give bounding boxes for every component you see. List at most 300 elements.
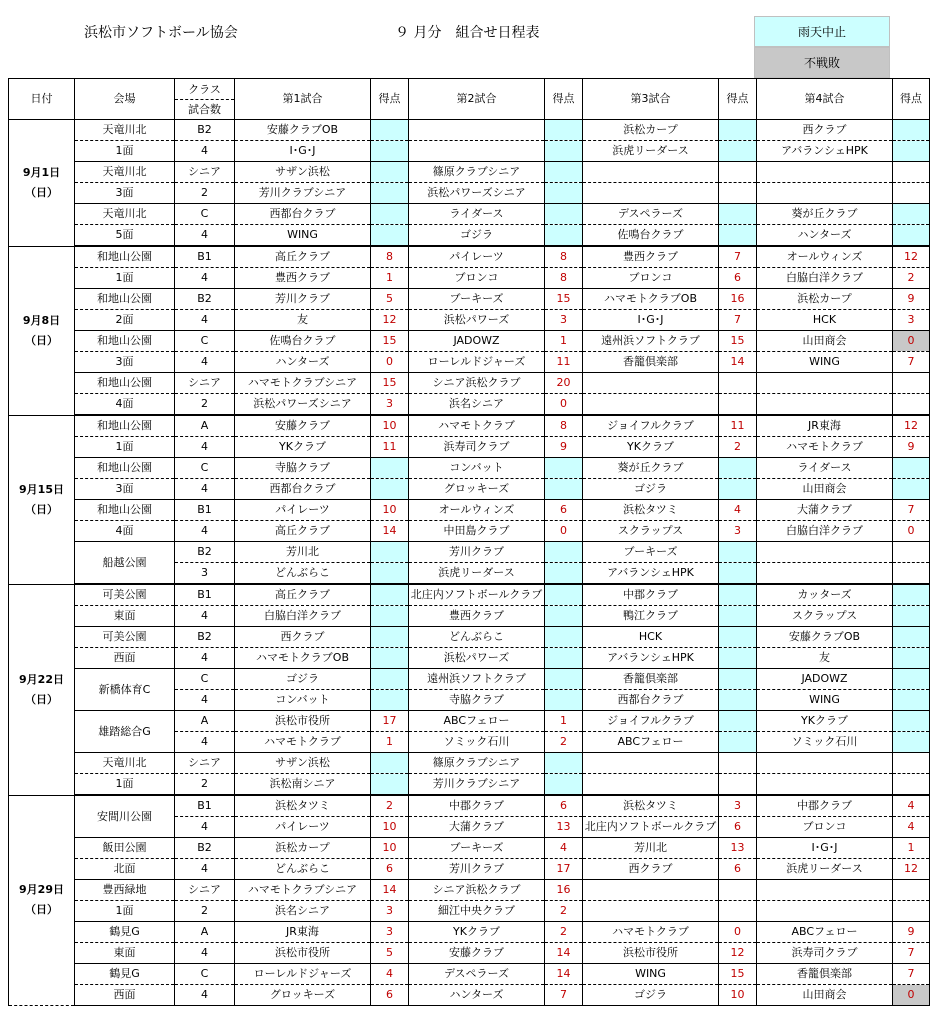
team-cell: WING — [757, 352, 893, 373]
team-cell: 寺脇クラブ — [409, 690, 545, 711]
game-count-cell: 4 — [175, 648, 235, 669]
team-cell: 高丘クラブ — [235, 521, 371, 542]
table-row — [9, 437, 930, 458]
table-row — [9, 795, 930, 817]
team-cell: ハンターズ — [235, 352, 371, 373]
score-cell: 5 — [371, 943, 409, 964]
game-count-cell: 4 — [175, 606, 235, 627]
score-cell: 6 — [371, 985, 409, 1006]
venue-cell: 雄踏総合G — [75, 711, 175, 753]
team-cell: 浜寿司クラブ — [757, 943, 893, 964]
score-cell: 0 — [545, 521, 583, 542]
team-cell: 浜虎リーダース — [757, 859, 893, 880]
venue-cell: 天竜川北 — [75, 120, 175, 141]
venue-cell: 天竜川北 — [75, 204, 175, 225]
team-cell: WING — [757, 690, 893, 711]
score-cell — [371, 542, 409, 563]
venue-cell: 可美公園 — [75, 627, 175, 648]
team-cell: JADOWZ — [757, 669, 893, 690]
table-row — [9, 943, 930, 964]
score-cell: 4 — [893, 795, 930, 817]
game-count-cell: 4 — [175, 437, 235, 458]
score-cell: 10 — [719, 985, 757, 1006]
team-cell: 浜松カープ — [757, 289, 893, 310]
team-cell — [757, 880, 893, 901]
team-cell: 細江中央クラブ — [409, 901, 545, 922]
score-cell — [545, 183, 583, 204]
team-cell — [757, 542, 893, 563]
team-cell: ライダース — [757, 458, 893, 479]
date-label: 9月1日 — [22, 165, 61, 179]
team-cell: 西都台クラブ — [583, 690, 719, 711]
class-cell: B1 — [175, 246, 235, 268]
team-cell: 浜名シニア — [409, 394, 545, 416]
team-cell: 佐鳴台クラブ — [235, 331, 371, 352]
venue-cell: 1面 — [75, 774, 175, 796]
team-cell: 芳川北 — [235, 542, 371, 563]
score-cell — [545, 648, 583, 669]
team-cell: 浜松カープ — [235, 838, 371, 859]
date-label: 9月22日 — [19, 672, 64, 686]
team-cell: 寺脇クラブ — [235, 458, 371, 479]
table-row — [9, 606, 930, 627]
score-cell: 7 — [719, 246, 757, 268]
game-count-cell: 4 — [175, 859, 235, 880]
team-cell: シニア浜松クラブ — [409, 373, 545, 394]
day-of-week: （日） — [25, 903, 58, 917]
score-cell: 14 — [545, 964, 583, 985]
score-cell: 13 — [545, 817, 583, 838]
team-cell: YKクラブ — [235, 437, 371, 458]
class-cell: C — [175, 964, 235, 985]
table-row — [9, 584, 930, 606]
score-cell — [371, 606, 409, 627]
score-cell — [893, 648, 930, 669]
team-cell: 豊西クラブ — [235, 268, 371, 289]
team-cell: 高丘クラブ — [235, 584, 371, 606]
team-cell: I･G･J — [583, 310, 719, 331]
score-cell — [545, 225, 583, 247]
game-count-cell: 4 — [175, 521, 235, 542]
team-cell: 浜松市役所 — [235, 711, 371, 732]
score-cell — [893, 373, 930, 394]
score-cell: 4 — [893, 817, 930, 838]
score-cell — [719, 120, 757, 141]
score-cell: 11 — [545, 352, 583, 373]
table-row — [9, 310, 930, 331]
class-cell: C — [175, 331, 235, 352]
class-cell: B2 — [175, 542, 235, 563]
score-cell — [545, 753, 583, 774]
score-cell: 0 — [371, 352, 409, 373]
score-cell — [545, 204, 583, 225]
score-cell — [719, 584, 757, 606]
score-cell: 1 — [545, 711, 583, 732]
team-cell — [757, 901, 893, 922]
game-count-cell: 4 — [175, 479, 235, 500]
venue-cell: 豊西緑地 — [75, 880, 175, 901]
date-cell — [9, 246, 75, 415]
class-cell: シニア — [175, 373, 235, 394]
score-cell: 10 — [371, 817, 409, 838]
score-cell — [545, 606, 583, 627]
score-cell — [893, 542, 930, 563]
team-cell — [583, 901, 719, 922]
score-cell — [719, 880, 757, 901]
score-cell: 1 — [545, 331, 583, 352]
venue-cell: 1面 — [75, 268, 175, 289]
score-cell: 2 — [893, 268, 930, 289]
score-cell: 9 — [893, 437, 930, 458]
venue-cell: 西面 — [75, 985, 175, 1006]
score-cell — [371, 479, 409, 500]
team-cell: 芳川クラブシニア — [235, 183, 371, 204]
class-cell: シニア — [175, 162, 235, 183]
score-cell: 4 — [545, 838, 583, 859]
team-cell — [583, 373, 719, 394]
table-row — [9, 521, 930, 542]
table-row — [9, 901, 930, 922]
team-cell: 浜松カープ — [583, 120, 719, 141]
score-cell — [719, 479, 757, 500]
team-cell: YKクラブ — [409, 922, 545, 943]
team-cell: ブロンコ — [409, 268, 545, 289]
venue-cell: 新橋体育C — [75, 669, 175, 711]
team-cell: 浜松南シニア — [235, 774, 371, 796]
score-cell: 0 — [893, 521, 930, 542]
score-cell — [545, 690, 583, 711]
date-cell — [9, 795, 75, 1006]
team-cell: ジョイフルクラブ — [583, 711, 719, 732]
team-cell: 豊西クラブ — [583, 246, 719, 268]
team-cell: 西クラブ — [583, 859, 719, 880]
score-cell: 1 — [371, 732, 409, 753]
table-row — [9, 880, 930, 901]
team-cell: ライダース — [409, 204, 545, 225]
class-cell: C — [175, 458, 235, 479]
team-cell: どんぶらこ — [235, 859, 371, 880]
team-cell: ブロンコ — [757, 817, 893, 838]
team-cell: 中郡クラブ — [409, 795, 545, 817]
page-title: ９ 月分 組合せ日程表 — [395, 25, 540, 41]
table-row — [9, 985, 930, 1006]
score-cell: 6 — [371, 859, 409, 880]
col-venue: 会場 — [75, 79, 175, 120]
score-cell — [893, 458, 930, 479]
venue-cell: 3面 — [75, 183, 175, 204]
table-row — [9, 479, 930, 500]
class-cell: C — [175, 669, 235, 690]
team-cell: ソミック石川 — [757, 732, 893, 753]
score-cell: 15 — [371, 373, 409, 394]
team-cell: ブーキーズ — [583, 542, 719, 563]
venue-cell: 東面 — [75, 606, 175, 627]
score-cell — [545, 479, 583, 500]
score-cell — [893, 732, 930, 753]
team-cell: 遠州浜ソフトクラブ — [583, 331, 719, 352]
score-cell: 8 — [545, 268, 583, 289]
team-cell: 安藤クラブOB — [757, 627, 893, 648]
team-cell: どんぶらこ — [409, 627, 545, 648]
team-cell: 山田商会 — [757, 479, 893, 500]
team-cell: 浜松市役所 — [235, 943, 371, 964]
score-cell — [545, 141, 583, 162]
score-cell: 4 — [719, 500, 757, 521]
table-row — [9, 859, 930, 880]
team-cell: オールウィンズ — [409, 500, 545, 521]
score-cell — [893, 901, 930, 922]
team-cell — [583, 880, 719, 901]
score-cell — [545, 542, 583, 563]
date-label: 9月15日 — [19, 482, 64, 496]
score-cell — [371, 162, 409, 183]
score-cell: 4 — [371, 964, 409, 985]
score-cell: 17 — [371, 711, 409, 732]
score-cell — [371, 690, 409, 711]
score-cell: 7 — [545, 985, 583, 1006]
score-cell: 10 — [371, 838, 409, 859]
score-cell: 6 — [545, 500, 583, 521]
score-cell: 6 — [719, 268, 757, 289]
table-row — [9, 141, 930, 162]
day-of-week: （日） — [25, 185, 58, 199]
team-cell: 香籠倶楽部 — [583, 352, 719, 373]
team-cell — [583, 162, 719, 183]
team-cell: ハマモトクラブ — [235, 732, 371, 753]
venue-cell: 和地山公園 — [75, 289, 175, 310]
team-cell: 中田島クラブ — [409, 521, 545, 542]
score-cell — [719, 183, 757, 204]
score-cell — [893, 120, 930, 141]
team-cell: ゴジラ — [235, 669, 371, 690]
class-cell: A — [175, 711, 235, 732]
team-cell: 芳川クラブ — [235, 289, 371, 310]
table-row — [9, 352, 930, 373]
team-cell: 葵が丘クラブ — [583, 458, 719, 479]
col-class — [175, 79, 235, 120]
team-cell: 浜松タツミ — [583, 500, 719, 521]
team-cell: アバランシェHPK — [757, 141, 893, 162]
team-cell: サザン浜松 — [235, 753, 371, 774]
score-cell — [719, 204, 757, 225]
team-cell: I･G･J — [757, 838, 893, 859]
team-cell — [583, 394, 719, 416]
score-cell: 15 — [545, 289, 583, 310]
venue-cell: 1面 — [75, 141, 175, 162]
team-cell: ABCフェロー — [409, 711, 545, 732]
venue-cell: 和地山公園 — [75, 458, 175, 479]
score-cell: 3 — [719, 521, 757, 542]
team-cell: グロッキーズ — [409, 479, 545, 500]
score-cell: 6 — [719, 859, 757, 880]
class-cell: B2 — [175, 120, 235, 141]
team-cell: 篠原クラブシニア — [409, 162, 545, 183]
team-cell: ハマモトクラブOB — [235, 648, 371, 669]
score-cell: 14 — [371, 521, 409, 542]
team-cell: ゴジラ — [583, 479, 719, 500]
score-cell — [719, 162, 757, 183]
team-cell: 西クラブ — [757, 120, 893, 141]
score-cell: 14 — [719, 352, 757, 373]
score-cell: 15 — [371, 331, 409, 352]
score-cell — [545, 627, 583, 648]
team-cell: 佐鳴台クラブ — [583, 225, 719, 247]
team-cell: パイレーツ — [235, 817, 371, 838]
team-cell: どんぶらこ — [235, 563, 371, 585]
team-cell: ABCフェロー — [757, 922, 893, 943]
team-cell: JR東海 — [235, 922, 371, 943]
legend-rain: 雨天中止 — [754, 16, 890, 47]
game-count-cell: 2 — [175, 901, 235, 922]
score-cell: 11 — [719, 415, 757, 437]
team-cell: スクラップス — [583, 521, 719, 542]
team-cell: ABCフェロー — [583, 732, 719, 753]
team-cell: WING — [583, 964, 719, 985]
score-cell: 12 — [893, 415, 930, 437]
score-cell — [893, 669, 930, 690]
team-cell: 香籠倶楽部 — [583, 669, 719, 690]
team-cell — [409, 120, 545, 141]
score-cell — [371, 141, 409, 162]
col-score2: 得点 — [545, 79, 583, 120]
venue-cell: 鶴見G — [75, 964, 175, 985]
game-count-cell: 4 — [175, 352, 235, 373]
team-cell: カッターズ — [757, 584, 893, 606]
team-cell — [757, 394, 893, 416]
col-game3: 第3試合 — [583, 79, 719, 120]
team-cell: 葵が丘クラブ — [757, 204, 893, 225]
score-cell: 1 — [893, 838, 930, 859]
table-row — [9, 246, 930, 268]
score-cell — [893, 162, 930, 183]
score-cell: 16 — [545, 880, 583, 901]
score-cell: 8 — [371, 246, 409, 268]
score-cell — [719, 606, 757, 627]
score-cell — [893, 584, 930, 606]
table-row — [9, 289, 930, 310]
team-cell: 西都台クラブ — [235, 204, 371, 225]
game-count-cell: 4 — [175, 690, 235, 711]
team-cell: ハンターズ — [757, 225, 893, 247]
score-cell: 2 — [545, 732, 583, 753]
score-cell: 15 — [719, 964, 757, 985]
score-cell — [893, 774, 930, 796]
venue-cell: 4面 — [75, 394, 175, 416]
score-cell — [371, 584, 409, 606]
team-cell: ハマモトクラブ — [757, 437, 893, 458]
score-cell: 12 — [719, 943, 757, 964]
col-game2: 第2試合 — [409, 79, 545, 120]
score-cell: 13 — [719, 838, 757, 859]
table-row — [9, 225, 930, 247]
team-cell: 安藤クラブ — [235, 415, 371, 437]
team-cell: 中郡クラブ — [757, 795, 893, 817]
venue-cell: 1面 — [75, 901, 175, 922]
score-cell — [893, 690, 930, 711]
team-cell: 浜松市役所 — [583, 943, 719, 964]
team-cell: ハマモトクラブシニア — [235, 880, 371, 901]
venue-cell: 和地山公園 — [75, 246, 175, 268]
table-row — [9, 373, 930, 394]
score-cell — [371, 627, 409, 648]
venue-cell: 5面 — [75, 225, 175, 247]
team-cell: ハマモトクラブシニア — [235, 373, 371, 394]
col-class-bot: 試合数 — [188, 102, 221, 116]
team-cell: コンバット — [409, 458, 545, 479]
col-score3: 得点 — [719, 79, 757, 120]
table-row — [9, 648, 930, 669]
venue-cell: 和地山公園 — [75, 373, 175, 394]
score-cell: 8 — [545, 415, 583, 437]
score-cell — [545, 162, 583, 183]
team-cell: 浜松タツミ — [235, 795, 371, 817]
score-cell — [893, 183, 930, 204]
date-cell — [9, 415, 75, 584]
team-cell: 浜松パワーズシニア — [409, 183, 545, 204]
team-cell: 浜寿司クラブ — [409, 437, 545, 458]
col-class-top: クラス — [175, 80, 234, 100]
team-cell: 芳川クラブシニア — [409, 774, 545, 796]
score-cell — [893, 753, 930, 774]
score-cell — [719, 373, 757, 394]
class-cell: C — [175, 204, 235, 225]
score-cell — [893, 627, 930, 648]
team-cell: 高丘クラブ — [235, 246, 371, 268]
venue-cell: 天竜川北 — [75, 162, 175, 183]
team-cell: 山田商会 — [757, 331, 893, 352]
score-cell — [893, 880, 930, 901]
score-cell: 7 — [893, 964, 930, 985]
team-cell: ハマモトクラブ — [409, 415, 545, 437]
game-count-cell: 2 — [175, 394, 235, 416]
col-score1: 得点 — [371, 79, 409, 120]
team-cell: グロッキーズ — [235, 985, 371, 1006]
table-row — [9, 542, 930, 563]
table-row — [9, 331, 930, 352]
team-cell: 芳川クラブ — [409, 542, 545, 563]
score-cell: 0 — [545, 394, 583, 416]
venue-cell: 4面 — [75, 521, 175, 542]
score-cell: 5 — [371, 289, 409, 310]
table-row — [9, 753, 930, 774]
score-cell: 14 — [545, 943, 583, 964]
venue-cell: 3面 — [75, 479, 175, 500]
score-cell: 9 — [893, 289, 930, 310]
venue-cell: 安間川公園 — [75, 795, 175, 838]
team-cell — [757, 774, 893, 796]
score-cell: 12 — [371, 310, 409, 331]
team-cell: アバランシェHPK — [583, 648, 719, 669]
score-cell: 12 — [893, 246, 930, 268]
score-cell: 2 — [545, 922, 583, 943]
team-cell: ゴジラ — [409, 225, 545, 247]
score-cell: 3 — [371, 922, 409, 943]
score-cell: 7 — [893, 500, 930, 521]
venue-cell: 3面 — [75, 352, 175, 373]
day-of-week: （日） — [25, 333, 58, 347]
score-cell: 3 — [893, 310, 930, 331]
day-of-week: （日） — [25, 502, 58, 516]
team-cell: 大蒲クラブ — [409, 817, 545, 838]
team-cell: 白脇白洋クラブ — [235, 606, 371, 627]
score-cell: 9 — [893, 922, 930, 943]
class-cell: B1 — [175, 500, 235, 521]
score-cell: 20 — [545, 373, 583, 394]
team-cell: 浜松パワーズシニア — [235, 394, 371, 416]
score-cell: 6 — [545, 795, 583, 817]
table-row — [9, 415, 930, 437]
game-count-cell: 4 — [175, 943, 235, 964]
